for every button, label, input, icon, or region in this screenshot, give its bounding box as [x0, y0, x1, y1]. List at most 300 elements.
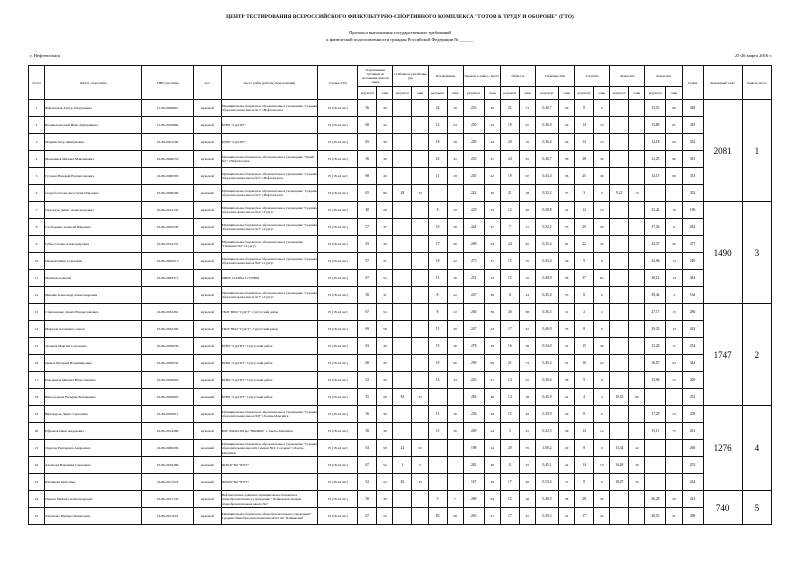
- cell-organization: БУВО "СурГПУ" Сургутский район: [221, 389, 317, 406]
- cell-points-3: 46: [484, 389, 500, 406]
- cell-points-0: 46: [377, 236, 393, 253]
- cell-uin: 16-86-0014280: [142, 423, 193, 440]
- cell-step: VI (18-24 лет): [318, 321, 358, 338]
- cell-points-5: 29: [559, 440, 575, 457]
- cell-points-1: [412, 372, 428, 389]
- cell-organization: МБОУ СОШ№13 г.УНЮЛ: [221, 270, 317, 287]
- cell-result-2: [428, 474, 447, 491]
- cell-result-6: 8: [575, 287, 594, 304]
- cell-result-8: 15,11: [645, 423, 666, 440]
- cell-place: 2: [742, 304, 771, 406]
- cell-uin: 16-86-0030093: [142, 389, 193, 406]
- cell-points-2: 28: [447, 134, 463, 151]
- cell-sex: мужской: [193, 202, 221, 219]
- cell-result-4: 26: [500, 304, 519, 321]
- cell-uin: 16-86-0019286: [142, 457, 193, 474]
- th-discipline-0: Подтягивание туловища из положения лежа на спине: [358, 66, 393, 87]
- cell-points-7: [629, 134, 645, 151]
- cell-points-6: 3: [594, 185, 610, 202]
- cell-uin: 16-86-0014132: [142, 202, 193, 219]
- cell-athlete-name: Файзуллаев Артур Ульхушевич: [45, 100, 142, 117]
- cell-points-6: 9: [594, 372, 610, 389]
- cell-result-4: 11: [500, 287, 519, 304]
- cell-points-5: 46: [559, 134, 575, 151]
- cell-points-3: 30: [484, 304, 500, 321]
- cell-points-2: 28: [447, 219, 463, 236]
- cell-points-4: 32: [519, 457, 535, 474]
- cell-points-6: 13: [594, 134, 610, 151]
- cell-result-1: [393, 270, 412, 287]
- cell-points-3: 64: [484, 491, 500, 508]
- cell-points-2: 32: [447, 151, 463, 168]
- cell-sex: мужской: [193, 491, 221, 508]
- cell-points-4: 73: [519, 100, 535, 117]
- cell-sex: женский: [193, 440, 221, 457]
- cell-points-8: [666, 474, 682, 491]
- cell-sex: мужской: [193, 100, 221, 117]
- cell-uin: 16-86-0021166: [142, 134, 193, 151]
- th-points-3: очки: [484, 87, 500, 100]
- cell-athlete-name: Скоробогатова Анастасия Павловна: [45, 185, 142, 202]
- cell-result-6: 25: [575, 168, 594, 185]
- cell-result-8: 15,06: [645, 372, 666, 389]
- table-row: [29, 457, 772, 474]
- cell-points-0: 28: [377, 202, 393, 219]
- cell-result-1: 1: [393, 457, 412, 474]
- cell-organization: Муниципальное бюджетное образовательное учреждение "Средняя образовательная школа №8" г.Ханты-Мансийск: [221, 406, 317, 423]
- cell-sum: 381: [682, 151, 703, 168]
- cell-step: VI (18-24 лет): [318, 406, 358, 423]
- cell-step: VI (18-24 лет): [318, 372, 358, 389]
- cell-result-5: 0,48,5: [535, 491, 558, 508]
- cell-points-2: [447, 389, 463, 406]
- cell-organization: БУВО "СурГПУ": [221, 134, 317, 151]
- protocol-document-page: [0, 14, 800, 580]
- cell-result-4: 21: [500, 100, 519, 117]
- cell-place: 1: [742, 100, 771, 202]
- cell-athlete-name: Иванова Иван Сергеевич: [45, 253, 142, 270]
- cell-result-8: 12,18: [645, 134, 666, 151]
- cell-result-8: 22,37: [645, 236, 666, 253]
- cell-points-7: [629, 100, 645, 117]
- cell-points-7: [629, 253, 645, 270]
- cell-num: 3: [29, 134, 45, 151]
- cell-result-7: [610, 406, 629, 423]
- cell-points-6: 30: [594, 338, 610, 355]
- th-sum: Сумма: [682, 66, 703, 100]
- cell-points-1: 32: [412, 440, 428, 457]
- cell-result-7: [610, 491, 629, 508]
- cell-organization: ФГБОУ ВО "ЮГУ": [221, 457, 317, 474]
- cell-result-0: 57: [358, 253, 377, 270]
- cell-points-5: 40: [559, 406, 575, 423]
- cell-result-0: 67: [358, 457, 377, 474]
- cell-result-2: 18: [428, 253, 447, 270]
- table-row: [29, 100, 772, 117]
- cell-result-0: 35: [358, 389, 377, 406]
- cell-result-1: [393, 406, 412, 423]
- cell-sex: мужской: [193, 406, 221, 423]
- table-body: [29, 100, 772, 525]
- cell-points-7: [629, 236, 645, 253]
- cell-result-6: 8: [575, 406, 594, 423]
- cell-result-2: 17: [428, 236, 447, 253]
- cell-points-0: 40: [377, 355, 393, 372]
- cell-sum: 298: [682, 508, 703, 525]
- cell-result-6: 29: [575, 219, 594, 236]
- cell-athlete-name: Слободенко Алексей Юрьевич: [45, 219, 142, 236]
- cell-points-5: 33: [559, 219, 575, 236]
- cell-num: 5: [29, 168, 45, 185]
- cell-result-1: [393, 134, 412, 151]
- th-result-7: результат: [610, 87, 629, 100]
- cell-result-0: 67: [358, 304, 377, 321]
- cell-points-5: 33: [559, 321, 575, 338]
- cell-points-4: 70: [519, 134, 535, 151]
- cell-sum: 254: [682, 338, 703, 355]
- cell-result-4: 17: [500, 474, 519, 491]
- cell-result-1: 82: [393, 474, 412, 491]
- cell-result-8: 13,28: [645, 338, 666, 355]
- cell-points-5: 38: [559, 372, 575, 389]
- cell-points-1: [412, 134, 428, 151]
- header-row-main: [29, 66, 772, 87]
- cell-points-6: 14: [594, 202, 610, 219]
- cell-team-score: 1276: [703, 406, 742, 491]
- table-row: [29, 253, 772, 270]
- cell-result-5: 0,40,7: [535, 151, 558, 168]
- cell-uin: 16-86-0030034: [142, 355, 193, 372]
- cell-result-5: 0,36,3: [535, 304, 558, 321]
- cell-result-0: 68: [358, 355, 377, 372]
- cell-points-0: 80: [377, 185, 393, 202]
- cell-points-2: 30: [447, 270, 463, 287]
- cell-result-0: 69: [358, 321, 377, 338]
- cell-points-0: 54: [377, 457, 393, 474]
- cell-points-0: 54: [377, 508, 393, 525]
- cell-result-1: 83: [393, 389, 412, 406]
- cell-result-6: 28: [575, 151, 594, 168]
- cell-result-8: 13,80: [645, 117, 666, 134]
- cell-points-8: 6: [666, 219, 682, 236]
- cell-points-1: 33: [412, 474, 428, 491]
- cell-result-2: 8: [428, 202, 447, 219]
- table-row: [29, 508, 772, 525]
- cell-points-3: 34: [484, 236, 500, 253]
- cell-step: VI (18-24 лет): [318, 117, 358, 134]
- cell-result-8: [645, 389, 666, 406]
- cell-result-3: 229: [463, 202, 484, 219]
- cell-points-4: 35: [519, 253, 535, 270]
- cell-uin: 16-86-0030036: [142, 338, 193, 355]
- cell-result-0: 58: [358, 491, 377, 508]
- cell-points-7: 33: [629, 474, 645, 491]
- cell-result-1: [393, 372, 412, 389]
- cell-num: 14: [29, 321, 45, 338]
- cell-result-8: 34,06: [645, 253, 666, 270]
- cell-sum: 258: [682, 406, 703, 423]
- cell-points-4: 35: [519, 440, 535, 457]
- cell-result-7: 10,53: [610, 389, 629, 406]
- th-result-2: результат: [428, 87, 447, 100]
- cell-points-8: 80: [666, 168, 682, 185]
- cell-points-1: [412, 406, 428, 423]
- cell-points-4: 82: [519, 236, 535, 253]
- cell-points-0: 38: [377, 491, 393, 508]
- cell-result-1: [393, 202, 412, 219]
- cell-points-6: 14: [594, 423, 610, 440]
- cell-organization: Муниципальное бюджетное образовательное учреждение "Гимназия №2" г.Сургут: [221, 236, 317, 253]
- cell-organization: Муниципальное бюджетное образовательное учреждение "Средняя образовательная школа№1 имени Ю.Г. Созонова" г.Ханты-Мансийск: [221, 440, 317, 457]
- cell-organization: Муниципальное бюджетное образовательное учреждение "Средняя образовательная школа №6" г.Сургут: [221, 253, 317, 270]
- cell-points-8: 15: [666, 304, 682, 321]
- cell-organization: Муниципальное бюджетное образовательное учреждение "Средняя образовательная школа №1" г.Нефтеюганск: [221, 100, 317, 117]
- cell-points-1: [412, 219, 428, 236]
- cell-points-4: 73: [519, 355, 535, 372]
- table-row: [29, 168, 772, 185]
- cell-points-2: 36: [447, 508, 463, 525]
- cell-result-5: 0,39,3: [535, 508, 558, 525]
- cell-points-6: 40: [594, 168, 610, 185]
- cell-points-1: [412, 355, 428, 372]
- cell-result-0: 56: [358, 406, 377, 423]
- cell-points-6: 34: [594, 236, 610, 253]
- cell-points-4: 46: [519, 491, 535, 508]
- cell-result-8: 26,28: [645, 491, 666, 508]
- cell-sum: 196: [682, 202, 703, 219]
- th-result-1: результат: [393, 87, 412, 100]
- cell-step: VI (18-24 лет): [318, 253, 358, 270]
- cell-points-1: [412, 202, 428, 219]
- cell-athlete-name: Хатыпова Варвара Фанисовна: [45, 508, 142, 525]
- cell-organization: ФГБОУ ВО "ЮГУ": [221, 474, 317, 491]
- cell-sum: 286: [682, 304, 703, 321]
- cell-result-0: 65: [358, 185, 377, 202]
- cell-step: VI (18-24 лет): [318, 185, 358, 202]
- table-row: [29, 134, 772, 151]
- cell-sum: 242: [682, 321, 703, 338]
- cell-uin: 16-86-0038209: [142, 185, 193, 202]
- cell-result-3: 256: [463, 406, 484, 423]
- cell-result-7: [610, 304, 629, 321]
- cell-points-2: [447, 457, 463, 474]
- th-points-6: очки: [594, 87, 610, 100]
- cell-points-1: [412, 287, 428, 304]
- cell-points-8: 31: [666, 508, 682, 525]
- cell-points-4: 46: [519, 474, 535, 491]
- cell-points-8: 66: [666, 100, 682, 117]
- cell-points-7: [629, 270, 645, 287]
- cell-result-5: 0,25,4: [535, 236, 558, 253]
- cell-points-0: 32: [377, 372, 393, 389]
- cell-team-score: 2081: [703, 100, 742, 202]
- cell-num: 2: [29, 117, 45, 134]
- cell-points-4: 35: [519, 270, 535, 287]
- cell-points-3: 39: [484, 338, 500, 355]
- th-result-8: результат: [645, 87, 666, 100]
- cell-result-0: 52: [358, 474, 377, 491]
- cell-result-3: 249: [463, 423, 484, 440]
- cell-points-1: [412, 508, 428, 525]
- cell-sum: 269: [682, 372, 703, 389]
- cell-sum: 253: [682, 457, 703, 474]
- cell-result-8: [645, 474, 666, 491]
- cell-result-7: [610, 253, 629, 270]
- cell-result-7: [610, 168, 629, 185]
- cell-result-7: [610, 151, 629, 168]
- cell-place: 3: [742, 202, 771, 304]
- cell-athlete-name: Озерова Екатерина Андреевна: [45, 440, 142, 457]
- cell-team-score: 1747: [703, 304, 742, 406]
- cell-points-6: 22: [594, 355, 610, 372]
- cell-result-0: 52: [358, 372, 377, 389]
- table-row: [29, 287, 772, 304]
- cell-organization: БОУ ХМАО-Югры "ЮКМБИ" г. Ханты-Мансийск: [221, 423, 317, 440]
- cell-points-5: 42: [559, 389, 575, 406]
- cell-uin: 15-86-0009667: [142, 100, 193, 117]
- cell-step: VI (18-24 лет): [318, 236, 358, 253]
- cell-athlete-name: Винокуров Денис Сергеевич: [45, 406, 142, 423]
- cell-result-4: 12: [500, 202, 519, 219]
- cell-points-4: 82: [519, 151, 535, 168]
- cell-place: 5: [742, 491, 771, 525]
- cell-result-6: 9: [575, 372, 594, 389]
- cell-athlete-name: Юзликова Кристина: [45, 474, 142, 491]
- cell-athlete-name: Мальчиков Михаил Максимович: [45, 151, 142, 168]
- cell-athlete-name: Сидорчук Денис Александрович: [45, 202, 142, 219]
- cell-athlete-name: Троцкая Максим Сергеевич: [45, 338, 142, 355]
- cell-result-7: [610, 134, 629, 151]
- cell-result-0: 48: [358, 202, 377, 219]
- cell-result-0: 54: [358, 440, 377, 457]
- th-points-2: очки: [447, 87, 463, 100]
- cell-points-2: 30: [447, 338, 463, 355]
- cell-organization: Муниципальное бюджетное образовательное учреждение "Средняя образовательная школа №3" г.Нефтеюганск: [221, 185, 317, 202]
- cell-points-4: 38: [519, 338, 535, 355]
- cell-step: VI (18-24 лет): [318, 134, 358, 151]
- cell-result-6: 9: [575, 253, 594, 270]
- cell-sum: 243: [682, 491, 703, 508]
- cell-num: 19: [29, 406, 45, 423]
- cell-result-4: 21: [500, 185, 519, 202]
- cell-result-2: 23: [428, 151, 447, 168]
- cell-points-5: 41: [559, 508, 575, 525]
- cell-points-7: 13: [629, 185, 645, 202]
- cell-sex: мужской: [193, 321, 221, 338]
- cell-step: VI (18-24 лет): [318, 304, 358, 321]
- cell-organization: Муниципальное бюджетное образовательное учреждение "Средняя образовательная школа №7" г.Сургут: [221, 287, 317, 304]
- cell-num: 25: [29, 508, 45, 525]
- cell-sex: мужской: [193, 117, 221, 134]
- cell-result-7: [610, 508, 629, 525]
- cell-points-8: 13: [666, 321, 682, 338]
- cell-sum: 352: [682, 134, 703, 151]
- cell-num: 1: [29, 100, 45, 117]
- th-result-5: результат: [535, 87, 558, 100]
- cell-sex: мужской: [193, 508, 221, 525]
- cell-points-5: 31: [559, 304, 575, 321]
- cell-uin: 16-86-0003371: [142, 270, 193, 287]
- cell-points-2: 22: [447, 287, 463, 304]
- cell-points-3: 46: [484, 100, 500, 117]
- cell-result-1: [393, 100, 412, 117]
- cell-sex: женский: [193, 474, 221, 491]
- cell-points-2: 40: [447, 236, 463, 253]
- cell-athlete-name: Цымах Валерий Владимирович: [45, 355, 142, 372]
- cell-result-8: 38,12: [645, 270, 666, 287]
- cell-result-4: 11: [500, 457, 519, 474]
- cell-points-4: 31: [519, 219, 535, 236]
- cell-points-4: 38: [519, 389, 535, 406]
- cell-step: VI (18-24 лет): [318, 151, 358, 168]
- cell-num: 15: [29, 338, 45, 355]
- cell-result-3: 250: [463, 117, 484, 134]
- cell-step: VI (18-24 лет): [318, 389, 358, 406]
- cell-points-6: 9: [594, 253, 610, 270]
- cell-points-8: [666, 185, 682, 202]
- cell-result-6: 14: [575, 457, 594, 474]
- cell-points-1: [412, 338, 428, 355]
- cell-athlete-name: Аксенова Вероника Сергеевна: [45, 457, 142, 474]
- cell-result-1: [393, 117, 412, 134]
- cell-uin: 16-86-0000583: [142, 168, 193, 185]
- cell-result-4: 15: [500, 253, 519, 270]
- cell-points-2: 60: [447, 355, 463, 372]
- cell-points-4: 49: [519, 406, 535, 423]
- cell-points-3: 43: [484, 321, 500, 338]
- cell-result-0: 57: [358, 219, 377, 236]
- cell-points-8: 14: [666, 270, 682, 287]
- table-row: [29, 304, 772, 321]
- th-result-0: результат: [358, 87, 377, 100]
- cell-step: VI (18-24 лет): [318, 219, 358, 236]
- cell-organization: Нефтеюганское районное муниципальное бюджетное общеобразовательное учреждение " Пойковская средняя общеобразовательная школа №2": [221, 491, 317, 508]
- cell-points-0: 36: [377, 406, 393, 423]
- cell-sex: мужской: [193, 423, 221, 440]
- cell-athlete-name: Емельянов Михаил Вячеславович: [45, 372, 142, 389]
- cell-result-8: 15,53: [645, 100, 666, 117]
- cell-result-3: 247: [463, 287, 484, 304]
- cell-points-0: 54: [377, 304, 393, 321]
- cell-points-8: 17: [666, 338, 682, 355]
- cell-points-5: 32: [559, 355, 575, 372]
- cell-points-8: 72: [666, 372, 682, 389]
- cell-result-8: [645, 440, 666, 457]
- cell-points-7: [629, 304, 645, 321]
- cell-points-8: [666, 457, 682, 474]
- cell-sex: мужской: [193, 270, 221, 287]
- cell-step: VI (18-24 лет): [318, 355, 358, 372]
- cell-result-2: 15: [428, 321, 447, 338]
- cell-organization: Муниципальное бюджетное образовательное учреждение "Средняя образовательная школа №2" г.Нефтеюганск: [221, 168, 317, 185]
- cell-result-3: 245: [463, 168, 484, 185]
- cell-result-8: 33,42: [645, 202, 666, 219]
- cell-sum: 282: [682, 219, 703, 236]
- cell-points-7: [629, 355, 645, 372]
- cell-points-3: 69: [484, 355, 500, 372]
- cell-points-6: 13: [594, 117, 610, 134]
- cell-result-2: 14: [428, 117, 447, 134]
- cell-points-8: 20: [666, 491, 682, 508]
- cell-points-8: [666, 389, 682, 406]
- table-row: [29, 440, 772, 457]
- cell-num: 9: [29, 236, 45, 253]
- cell-sum: 333: [682, 168, 703, 185]
- cell-points-6: 0: [594, 406, 610, 423]
- cell-points-4: 46: [519, 202, 535, 219]
- cell-result-3: 289: [463, 491, 484, 508]
- th-points-5: очки: [559, 87, 575, 100]
